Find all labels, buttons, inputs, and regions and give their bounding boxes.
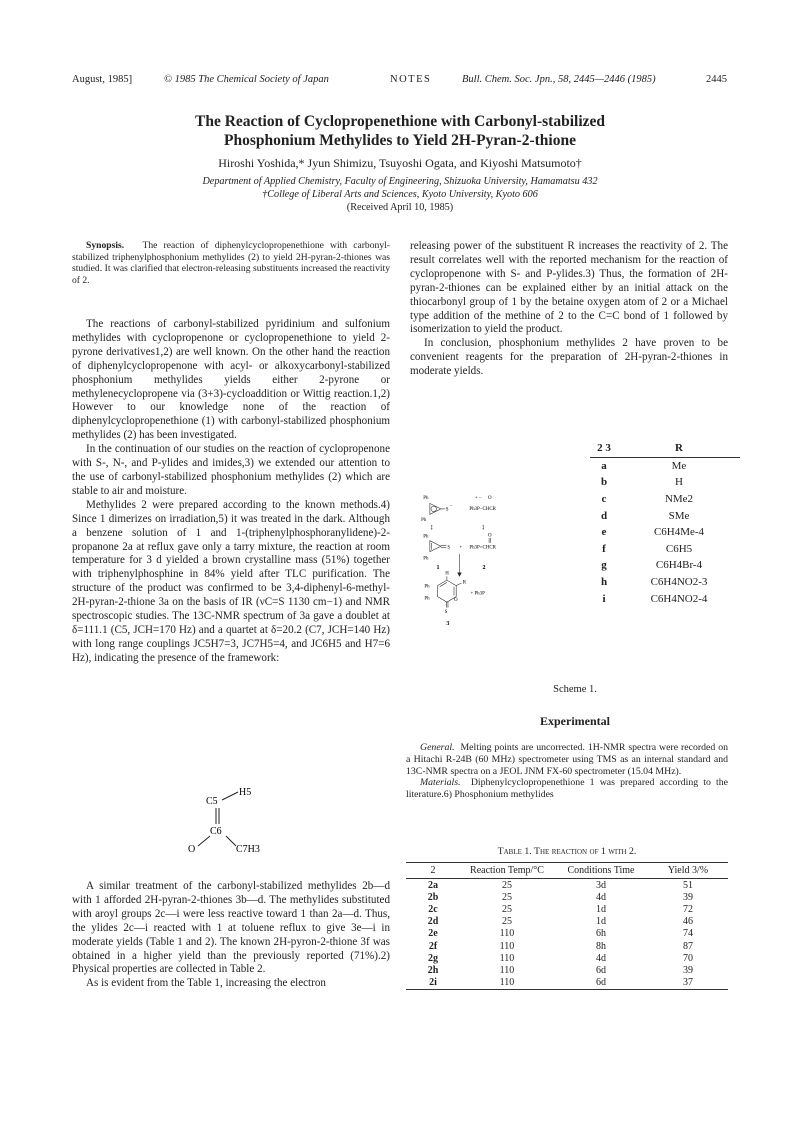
paragraph: Methylides 2 were prepared according to the known methods.4) Since 1 dimerizes on irradiation,5) it was treated in the dark. Although a benzene solution of 1 and 1-(triphenylphosphoranylidene)-2-propanone 2a at reflux gave only a tarry mixture, the reaction at room temperature for 3 d yielded a brown crystalline mass (51%) together with triphenylphosphine in 84% yield after TLC purification. The structure of the product was confirmed to be 3,4-diphenyl-6-methyl-2H-pyran-2-thione 3a on the basis of IR (νC=S 1130 cm−1) and NMR spectroscopic studies. The 13C-NMR spectrum of 3a gave a doublet at δ=111.1 (C5, JCH=170 Hz) and a quartet at δ=20.2 (C7, JCH=140 Hz) with long range couplings JC5H7=3, JC7H5=4, and JC6H5 and H7=6 Hz), indicating the presence of the framework: <box>72 498 390 664</box>
ylide-bottom: Ph3P=CHCR <box>469 545 496 551</box>
paragraph: A similar treatment of the carbonyl-stabilized methylides 2b—d with 1 afforded 2H-pyran-2-thiones 3b—d. The methylides substituted with aroyl groups 2c—i were less reactive toward 1 than 2a—d. Thus, the ylides 2c—i reacted with 1 at toluene reflux to give 3e—i in moderate yields (Table 1 and 2). The known 2H-pyron-2-thione 3f was obtained in a higher yield than the previously reported (71%).2) Physical properties are collected in Table 2. <box>72 880 390 976</box>
table-row: f C6H5 <box>602 542 693 555</box>
table1-header: Yield 3/% <box>648 863 728 879</box>
scheme-1-structures <box>420 436 590 686</box>
bond-line <box>456 583 461 586</box>
header-page: 2445 <box>706 74 727 85</box>
synopsis <box>72 240 390 286</box>
phenyl-label: Ph <box>424 596 430 602</box>
compound-label-2: 2 <box>482 565 486 572</box>
ring-o: O <box>454 598 458 604</box>
thione-s: S <box>447 545 451 551</box>
phenyl-label: Ph <box>421 517 427 523</box>
substituent-table <box>590 440 740 607</box>
title-line-2: Phosphonium Methylides to Yield 2H-Pyran-2-thione <box>224 132 576 149</box>
ring-r: R <box>462 580 467 586</box>
substituent-head-ids: 2 3 <box>590 440 618 457</box>
affiliation-2: †College of Liberal Arts and Sciences, Kyoto University, Kyoto 606 <box>262 189 538 200</box>
framework-structure <box>170 786 300 856</box>
materials-label: Materials. <box>420 777 461 789</box>
framework-o: O <box>188 844 196 855</box>
affiliation-1: Department of Applied Chemistry, Faculty of Engineering, Shizuoka University, Hamamatsu 432 <box>202 176 598 187</box>
table-row: c NMe2 <box>601 493 694 506</box>
table1-caption: Table 1. The reaction of 1 with 2. <box>497 846 637 857</box>
table-row: 2h 110 6d 39 <box>427 964 693 976</box>
reaction-arrow-head <box>457 573 461 577</box>
table1-header: Reaction Temp/°C <box>460 863 554 879</box>
phenyl-label: Ph <box>423 534 429 540</box>
substituent-head-r: R <box>618 440 740 457</box>
cation-circle <box>431 506 436 511</box>
compound-label-3: 3 <box>446 621 450 628</box>
ylide-o: O <box>488 533 492 539</box>
table-row: a Me <box>601 459 687 472</box>
plus-sign: + <box>459 545 463 551</box>
paragraph: As is evident from the Table 1, increasing the electron <box>86 977 326 990</box>
table-row: 2g 110 4d 70 <box>428 952 693 964</box>
cyclopropene-ring <box>430 503 441 514</box>
bond-line <box>198 836 210 846</box>
title-line-1: The Reaction of Cyclopropenethione with Carbonyl-stabilized <box>194 113 606 130</box>
resonance-arrow: ↕ <box>481 522 486 532</box>
table-row: 2b 25 4d 39 <box>427 891 693 903</box>
header-journal: Bull. Chem. Soc. Jpn., 58, 2445—2446 (1985) <box>462 74 656 85</box>
ring-s: S <box>444 610 448 616</box>
thiolate-s: S <box>445 507 449 513</box>
synopsis-text: The reaction of diphenylcyclopropenethione with carbonyl-stabilized triphenylphosphonium methylides (2) to yield 2H-pyran-2-thiones was studied. It was clarified that electron-releasing substituents increased the reactivity of 2. <box>72 240 390 286</box>
framework-h5: H5 <box>239 787 252 798</box>
framework-c6: C6 <box>210 826 222 837</box>
table-row: 2i 110 6d 37 <box>406 977 728 990</box>
table-row: e C6H4Me-4 <box>601 526 705 539</box>
resonance-arrow: ↕ <box>429 522 434 532</box>
paragraph: In conclusion, phosphonium methylides 2 have proven to be convenient reagents for the preparation of 2H-pyran-2-thiones in moderate yields. <box>410 337 728 378</box>
table-row: d SMe <box>600 509 690 522</box>
table-row: 2e 110 6h 74 <box>428 928 693 940</box>
header-section: NOTES <box>390 74 432 85</box>
scheme-caption: Scheme 1. <box>553 684 597 695</box>
double-bond <box>440 582 447 586</box>
framework-c7h3: C7H3 <box>236 844 260 855</box>
body-left-column-continued <box>72 880 390 991</box>
table-row: h C6H4NO2-3 <box>600 576 708 589</box>
article-title <box>120 112 680 150</box>
table-row: b H <box>600 476 683 489</box>
triphenylphosphine: + Ph3P <box>470 591 485 597</box>
table-row: 2a 25 3d 51 <box>428 879 693 891</box>
materials-text: Diphenylcyclopropenethione 1 was prepared according to the literature.6) Phosphonium methylides <box>406 777 728 801</box>
minus-sign: − <box>449 504 453 510</box>
framework-c5: C5 <box>206 796 218 807</box>
table1-header: 2 <box>406 863 460 879</box>
phenyl-label: Ph <box>423 556 429 562</box>
article-affiliations <box>100 175 700 214</box>
ylide-o: O <box>488 496 492 502</box>
general-text: Melting points are uncorrected. 1H-NMR spectra were recorded on a Hitachi R-24B (60 MHz) spectrometer using TMS as an internal standard and 13C-NMR spectra on a JEOL JNM FX-60 spectrometer (15.04 MHz). <box>406 742 728 777</box>
experimental-text <box>406 742 728 801</box>
paragraph: In the continuation of our studies on the reaction of cyclopropenone with S-, N-, and P-ylides and imides,3) we extended our attention to the use of carbonyl-stabilized phosphonium methylides (2) which are stable to air and moisture. <box>72 443 390 497</box>
bond-line <box>226 836 236 846</box>
phenyl-label: Ph <box>424 584 430 590</box>
body-right-column <box>410 240 728 379</box>
general-label: General. <box>420 742 455 753</box>
betaine-charges: + − <box>474 496 482 502</box>
synopsis-label: Synopsis. <box>86 240 125 251</box>
table-row: i C6H4NO2-4 <box>602 592 708 605</box>
experimental-heading: Experimental <box>540 714 610 728</box>
phenyl-label: Ph <box>423 496 429 502</box>
paragraph: releasing power of the substituent R increases the reactivity of 2. The result correlates well with the reported mechanism for the reaction of cyclopropenone with S- and P-ylides.3) Thus, the formation of 2H-pyran-2-thiones can be explained either by an initial attack on the thiocarbonyl group of 1 by the betaine oxygen atom of 2 or a Michael type addition of the methine of 2 to the C=C bond of 1 followed by isomerization to yield the product. <box>410 240 728 336</box>
table-row: 2f 110 8h 87 <box>428 940 693 952</box>
table1 <box>406 862 728 990</box>
body-left-column <box>72 318 390 666</box>
header-date: August, 1985] <box>72 74 133 85</box>
table-row: 2d 25 1d 46 <box>427 916 693 928</box>
table-row: g C6H4Br-4 <box>601 559 703 572</box>
received-date: (Received April 10, 1985) <box>346 202 454 213</box>
ylide-top: Ph3P−CHCR <box>469 507 496 512</box>
paragraph: The reactions of carbonyl-stabilized pyridinium and sulfonium methylides with cyclopropenone or cyclopropenethione to yield 2-pyrone derivatives1,2) are well known. On the other hand the reaction of diphenylcyclopropenone with acyl- or alkoxycarbonyl-stabilized phosphonium methylides yields either 2-pyrone or methylenecyclopropene via (3+3)-cycloaddition or Wittig reaction.1,2) However to our knowledge none of the reaction of diphenylcyclopropenethione (1) with carbonyl-stabilized phosphonium methylides (2) has been investigated. <box>72 318 390 442</box>
table-row: 2c 25 1d 72 <box>428 903 693 915</box>
ring-h: H <box>445 571 449 577</box>
table1-header: Conditions Time <box>554 863 648 879</box>
article-authors: Hiroshi Yoshida,* Jyun Shimizu, Tsuyoshi Ogata, and Kiyoshi Matsumoto† <box>218 156 582 170</box>
compound-label-1: 1 <box>436 565 440 572</box>
header-copyright: © 1985 The Chemical Society of Japan <box>164 74 329 85</box>
pyran-ring <box>438 580 457 602</box>
bond-line <box>222 792 238 800</box>
